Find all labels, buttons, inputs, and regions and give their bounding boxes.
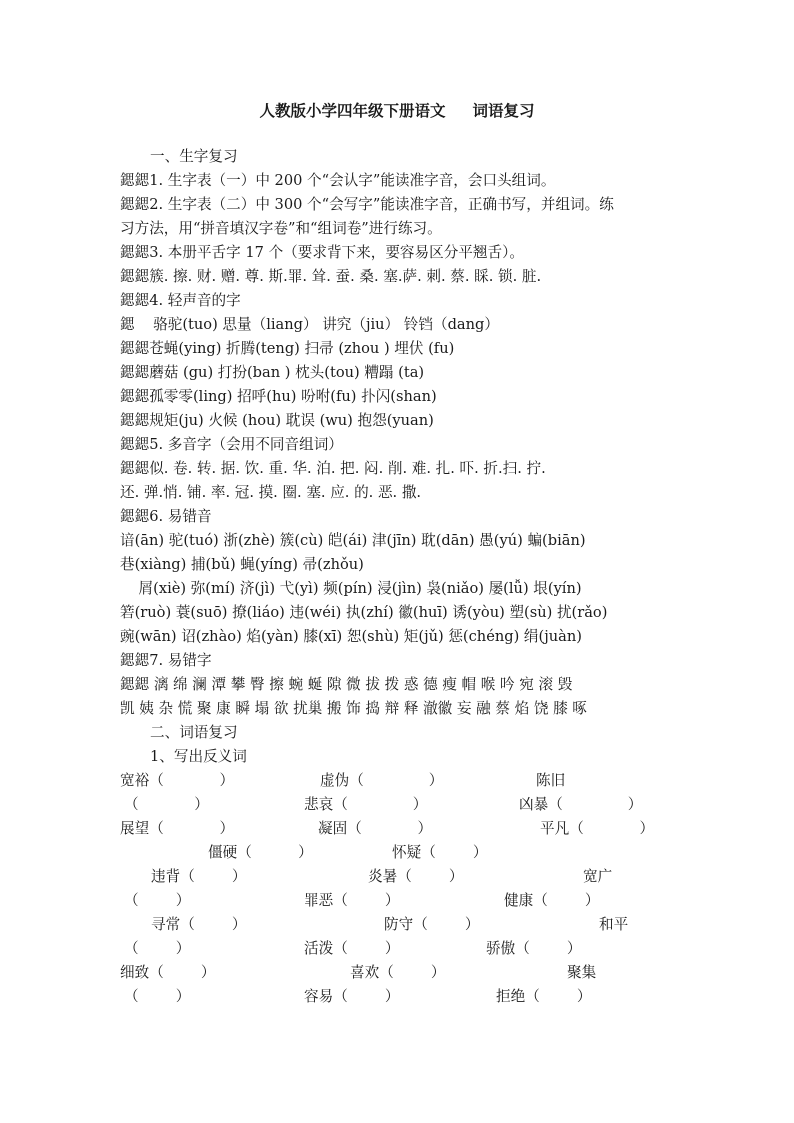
antonym-item: 凶暴（ ） [519,796,643,813]
antonym-item: 活泼（ ） [304,940,400,957]
text-line: 鍶鍶规矩(ju) 火候 (hou) 耽误 (wu) 抱怨(yuan) [120,412,434,429]
antonym-item: 骄傲（ ） [486,940,582,957]
text-line: 鍶鍶似. 卷. 转. 据. 饮. 重. 华. 泊. 把. 闷. 削. 难. 扎. 吓. 折.扫. 拧. [120,460,546,477]
antonym-item: 宽广 [583,868,613,885]
antonym-item: 炎暑（ ） [368,868,464,885]
antonym-item: 陈旧 [536,772,566,789]
text-line: 还. 弹.悄. 铺. 率. 冠. 摸. 圈. 塞. 应. 的. 恶. 撒. [120,484,422,501]
text-line: 鍶鍶簇. 擦. 财. 赠. 尊. 斯.罪. 耸. 蚕. 桑. 塞.萨. 刺. 蔡. 睬. 锁. 脏. [120,268,542,285]
antonym-item: 违背（ ） [151,868,247,885]
text-line: 屑(xiè) 弥(mí) 济(jì) 弋(yì) 频(pín) 浸(jìn) 袅(niǎo) 屡(lǚ) 垠(yín) [120,580,582,597]
text-line: 鍶鍶7. 易错字 [120,652,212,669]
antonym-item: 健康（ ） [504,892,600,909]
antonym-item: 细致（ ） [120,964,216,981]
text-line: 鍶 骆驼(tuo) 思量（liang） 讲究（jiu） 铃铛（dang） [120,316,499,333]
antonym-item: 僵硬（ ） [208,844,313,861]
antonym-item: 宽裕（ ） [120,772,235,789]
text-line: 箬(ruò) 蓑(suō) 撩(liáo) 违(wéi) 执(zhí) 徽(huī) 诱(yòu) 塑(sù) 扰(rǎo) [120,604,608,621]
antonym-item: （ ） [124,940,191,957]
text-line: 鍶鍶蘑菇 (gu) 打扮(ban ) 枕头(tou) 糟蹋 (ta) [120,364,425,381]
antonym-item: （ ） [124,988,191,1005]
text-line: 鍶鍶2. 生字表（二）中 300 个“会写字”能读准字音，正确书写，并组词。练 [120,196,614,213]
antonym-item: 聚集 [567,964,597,981]
antonym-item: 寻常（ ） [151,916,247,933]
text-line: 谙(ān) 驼(tuó) 浙(zhè) 簇(cù) 皑(ái) 津(jīn) 耽(dān) 愚(yú) 蝙(biān) [120,532,586,549]
antonym-item: 拒绝（ ） [496,988,592,1005]
text-line: 鍶鍶4. 轻声音的字 [120,292,241,309]
antonym-item: 罪恶（ ） [304,892,400,909]
text-line: 鍶鍶1. 生字表（一）中 200 个“会认字”能读准字音，会口头组词。 [120,172,556,189]
antonym-item: （ ） [124,892,191,909]
antonym-item: 虚伪（ ） [320,772,444,789]
antonym-item: 平凡（ ） [540,820,655,837]
text-line: 鍶鍶 漓 绵 澜 潭 攀 臀 擦 蜿 蜒 隙 微 拔 拨 惑 德 瘦 帽 喉 吟 宛 滚 毁 [120,676,573,693]
antonym-item: 悲哀（ ） [304,796,428,813]
antonym-item: 凝固（ ） [318,820,433,837]
text-line: 豌(wān) 诏(zhào) 焰(yàn) 膝(xī) 恕(shù) 矩(jǔ) 惩(chéng) 绢(juàn) [120,628,582,645]
section-heading-words: 二、词语复习 [150,724,238,741]
antonym-item: 喜欢（ ） [350,964,446,981]
antonym-item: （ ） [124,796,209,813]
text-line: 习方法，用“拼音填汉字卷”和“组词卷”进行练习。 [120,220,442,237]
text-line: 巷(xiàng) 捕(bǔ) 蝇(yíng) 帚(zhǒu) [120,556,364,573]
text-line: 鍶鍶5. 多音字（会用不同音组词） [120,436,343,453]
section-heading-characters: 一、生字复习 [150,148,238,165]
antonym-item: 防守（ ） [384,916,480,933]
text-line: 鍶鍶6. 易错音 [120,508,212,525]
subheading-antonyms: 1、写出反义词 [150,748,247,765]
antonym-item: 怀疑（ ） [392,844,488,861]
text-line: 鍶鍶3. 本册平舌字 17 个（要求背下来，要容易区分平翘舌）。 [120,244,524,261]
text-line: 鍶鍶苍蝇(ying) 折腾(teng) 扫帚 (zhou ) 埋伏 (fu) [120,340,455,357]
antonym-item: 和平 [599,916,629,933]
page-title: 人教版小学四年级下册语文 词语复习 [259,101,535,120]
antonym-item: 展望（ ） [120,820,235,837]
text-line: 凯 姨 杂 慌 聚 康 瞬 塌 欲 扰巢 搬 饰 捣 辩 释 澈徽 妄 融 蔡 焰 饶 膝 啄 [120,700,587,717]
antonym-item: 容易（ ） [304,988,400,1005]
text-line: 鍶鍶孤零零(ling) 招呼(hu) 吩咐(fu) 扑闪(shan) [120,388,437,405]
